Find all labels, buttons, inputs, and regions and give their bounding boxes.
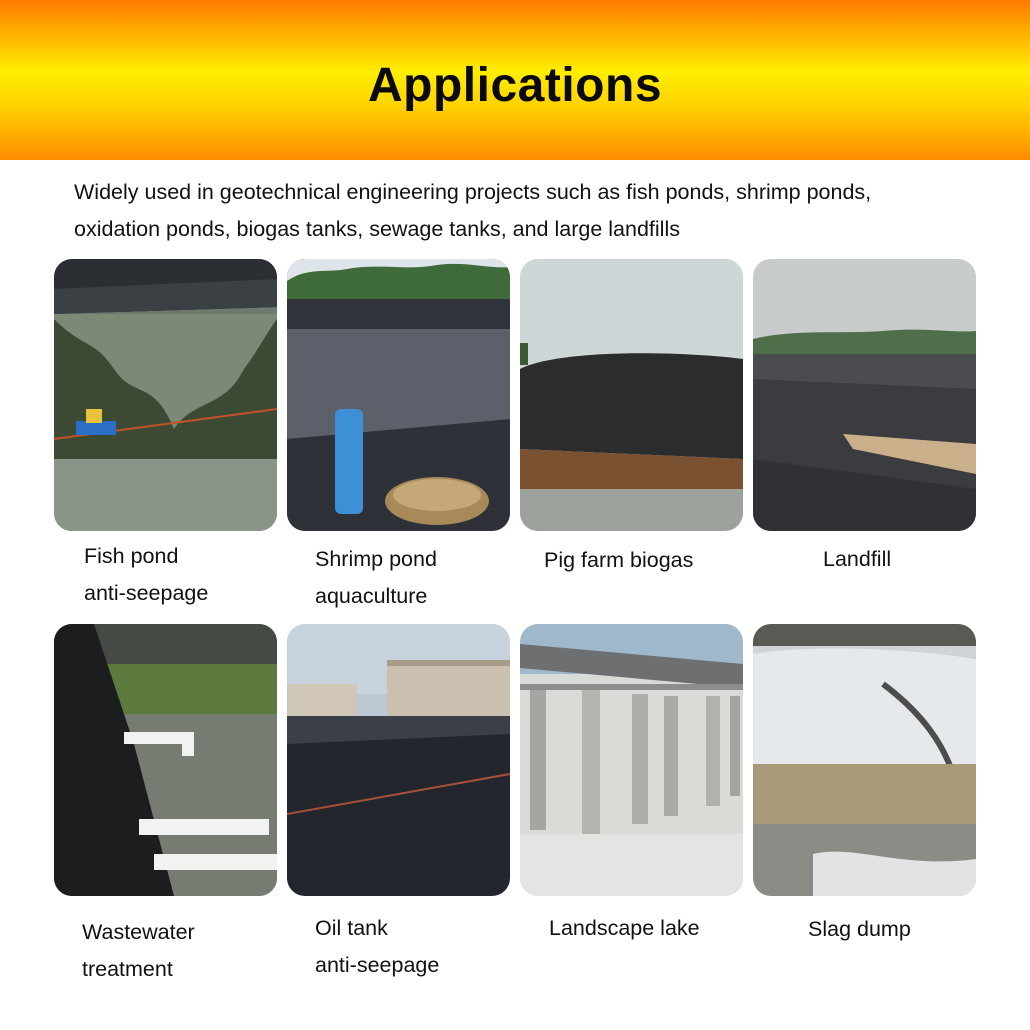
- shrimp-pond-photo: [287, 259, 510, 531]
- caption-landscape-lake: Landscape lake: [549, 916, 700, 940]
- biogas-photo: [520, 259, 743, 531]
- description-line: oxidation ponds, biogas tanks, sewage tanks, and large landfills: [74, 217, 680, 241]
- page-title: Applications: [367, 59, 663, 112]
- caption-landfill: Landfill: [823, 547, 892, 571]
- description-line: Widely used in geotechnical engineering projects such as fish ponds, shrimp ponds,: [74, 180, 872, 204]
- caption-wastewater: Wastewater treatment: [82, 920, 195, 981]
- oil-tank-photo: [287, 624, 510, 896]
- header-banner: [0, 0, 1030, 160]
- caption-fish-pond: Fish pond anti-seepage: [84, 544, 209, 605]
- description: [74, 174, 994, 248]
- caption-shrimp-pond: Shrimp pond aquaculture: [315, 547, 437, 608]
- landfill-photo: [753, 259, 976, 531]
- fish-pond-photo: [54, 259, 277, 531]
- wastewater-photo: [54, 624, 277, 896]
- landscape-lake-photo: [520, 624, 743, 896]
- slag-dump-photo: [753, 624, 976, 896]
- caption-slag-dump: Slag dump: [808, 917, 911, 941]
- caption-oil-tank: Oil tank anti-seepage: [315, 916, 440, 977]
- caption-biogas: Pig farm biogas: [544, 548, 694, 572]
